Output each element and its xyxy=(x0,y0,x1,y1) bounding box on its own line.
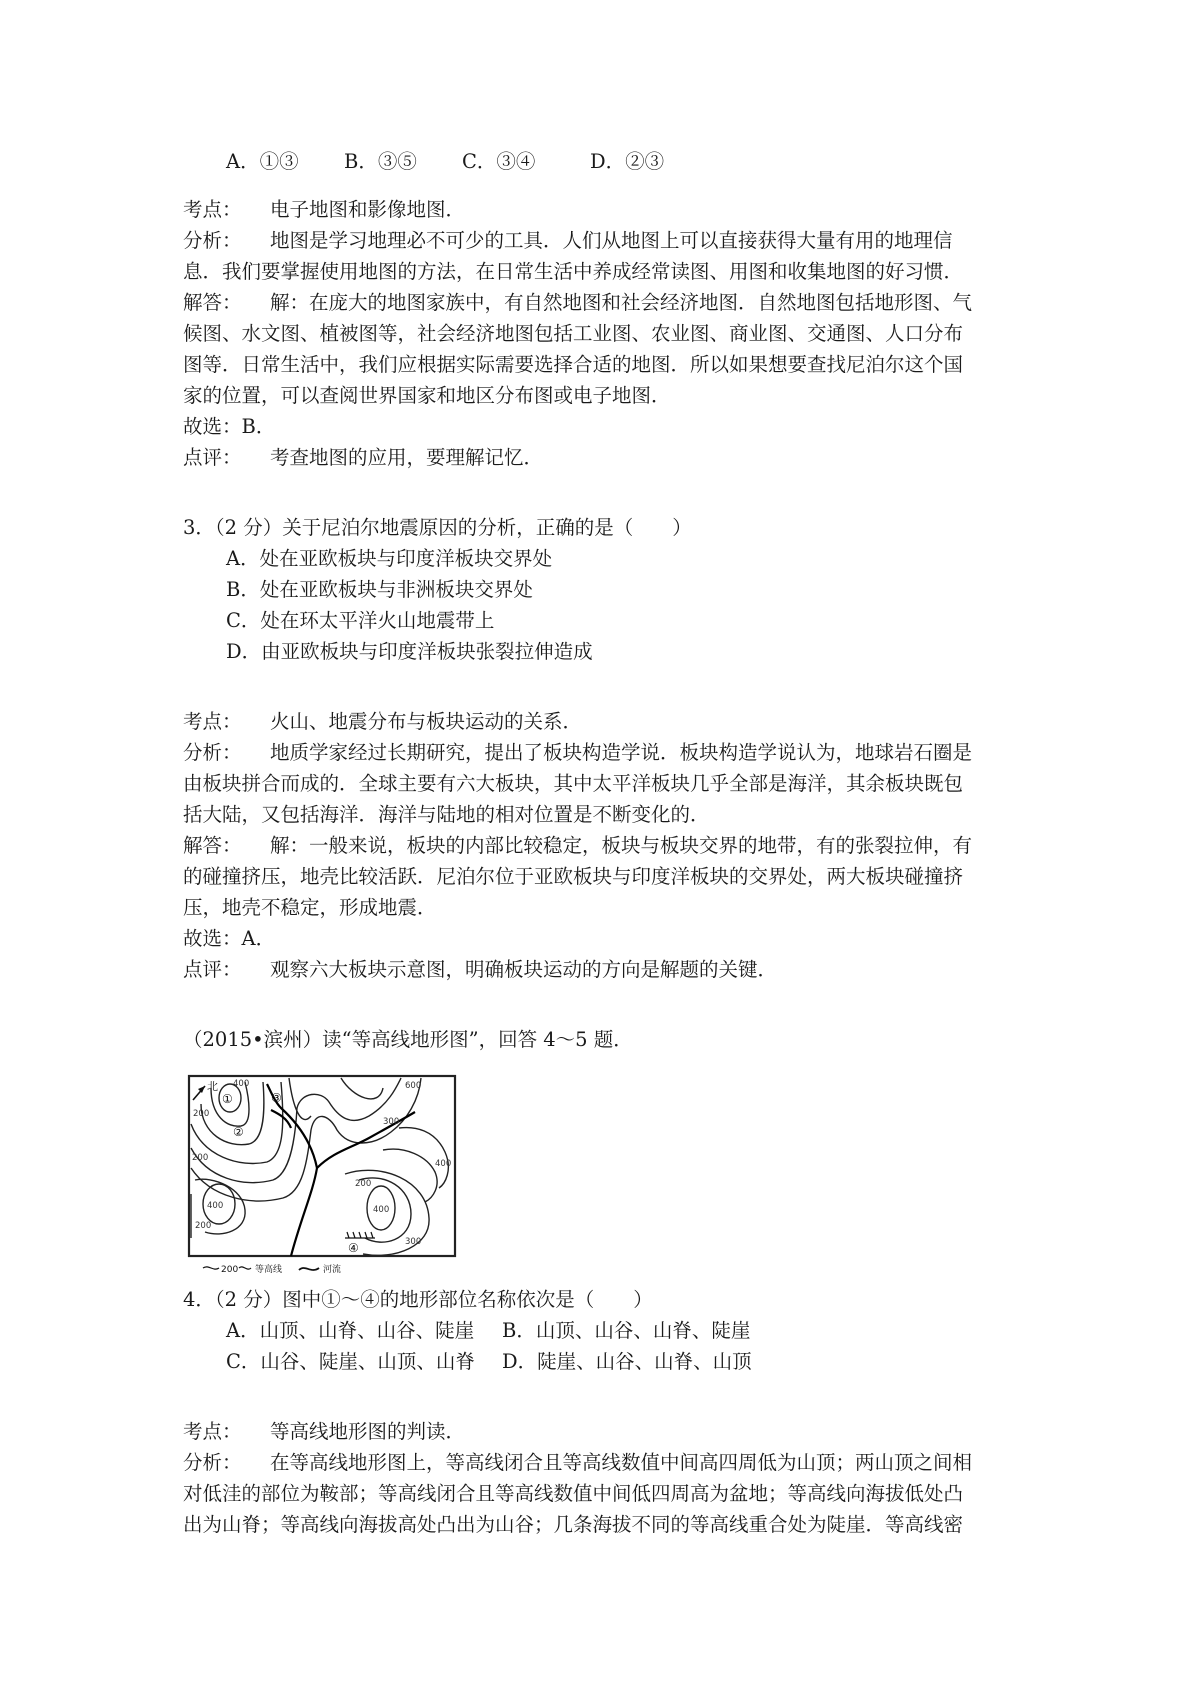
fenxi-text: 地图是学习地理必不可少的工具．人们从地图上可以直接获得大量有用的地理信 xyxy=(270,229,953,252)
q2-option-a[interactable]: A．①③ xyxy=(226,150,299,173)
q3-option-b[interactable]: B．处在亚欧板块与非洲板块交界处 xyxy=(226,578,533,601)
q2-options xyxy=(226,146,664,174)
q4-5-intro: （2015•滨州）读“等高线地形图”，回答 4～5 题． xyxy=(183,1028,633,1051)
q3-stem: 3．（2 分）关于尼泊尔地震原因的分析，正确的是（ ） xyxy=(183,516,692,539)
marker-3: ③ xyxy=(271,1091,282,1105)
q2-guxuan: 故选：B． xyxy=(183,415,276,438)
north-label: 北 xyxy=(207,1080,218,1093)
contour-label: 200 xyxy=(192,1153,209,1163)
dianping-label: 点评： xyxy=(183,446,242,469)
kaodian-text: 火山、地震分布与板块运动的关系． xyxy=(270,710,583,733)
q3-option-a[interactable]: A．处在亚欧板块与印度洋板块交界处 xyxy=(226,547,553,570)
q3-guxuan: 故选：A． xyxy=(183,927,276,950)
contour-map-figure xyxy=(183,1068,463,1283)
kaodian-label: 考点： xyxy=(183,198,242,221)
contour-label: 200 xyxy=(193,1109,210,1119)
q3-jieda xyxy=(183,830,1033,862)
marker-4: ④ xyxy=(348,1241,359,1255)
q2-jieda-cont-1: 候图、水文图、植被图等，社会经济地图包括工业图、农业图、商业图、交通图、人口分布 xyxy=(183,322,964,345)
q4-fenxi xyxy=(183,1447,1033,1479)
contour-label: 400 xyxy=(435,1159,452,1169)
contour-label: 300 xyxy=(405,1237,422,1247)
legend-river-text: 河流 xyxy=(323,1265,342,1275)
contour-label: 600 xyxy=(405,1081,422,1091)
contour-label: 400 xyxy=(373,1205,390,1215)
fenxi-text: 地质学家经过长期研究，提出了板块构造学说．板块构造学说认为，地球岩石圈是 xyxy=(270,741,973,764)
q2-jieda-cont-3: 家的位置，可以查阅世界国家和地区分布图或电子地图． xyxy=(183,384,671,407)
fenxi-label: 分析： xyxy=(183,741,242,764)
q4-fenxi-cont-1: 对低洼的部位为鞍部；等高线闭合且等高线数值中间低四周高为盆地；等高线向海拔低处凸 xyxy=(183,1482,964,1505)
contour-label: 200 xyxy=(195,1221,212,1231)
kaodian-text: 等高线地形图的判读． xyxy=(270,1420,466,1443)
map-legend xyxy=(203,1263,341,1275)
q4-stem: 4．（2 分）图中①～④的地形部位名称依次是（ ） xyxy=(183,1288,653,1311)
fenxi-text: 在等高线地形图上，等高线闭合且等高线数值中间高四周低为山顶；两山顶之间相 xyxy=(270,1451,973,1474)
q2-option-c[interactable]: C．③④ xyxy=(462,150,536,173)
kaodian-text: 电子地图和影像地图． xyxy=(270,198,466,221)
marker-2: ② xyxy=(233,1125,244,1139)
q4-option-a[interactable]: A．山顶、山脊、山谷、陡崖 xyxy=(226,1319,475,1342)
legend-contour-value: 200 xyxy=(221,1265,239,1275)
q3-dianping xyxy=(183,954,1033,986)
contour-label: 400 xyxy=(207,1201,224,1211)
q4-kaodian xyxy=(183,1416,1033,1448)
q2-kaodian xyxy=(183,194,1033,226)
q2-fenxi-cont: 息．我们要掌握使用地图的方法，在日常生活中养成经常读图、用图和收集地图的好习惯． xyxy=(183,260,964,283)
q4-option-d[interactable]: D．陡崖、山谷、山脊、山顶 xyxy=(502,1350,752,1373)
kaodian-label: 考点： xyxy=(183,710,242,733)
fenxi-label: 分析： xyxy=(183,229,242,252)
jieda-text: 解：在庞大的地图家族中，有自然地图和社会经济地图．自然地图包括地形图、气 xyxy=(270,291,973,314)
dianping-text: 考查地图的应用，要理解记忆． xyxy=(270,446,544,469)
q3-fenxi-cont-1: 由板块拼合而成的．全球主要有六大板块，其中太平洋板块几乎全部是海洋，其余板块既包 xyxy=(183,772,964,795)
q3-jieda-cont-1: 的碰撞挤压，地壳比较活跃．尼泊尔位于亚欧板块与印度洋板块的交界处，两大板块碰撞挤 xyxy=(183,865,964,888)
q2-jieda xyxy=(183,287,1033,319)
legend-contour-text: 等高线 xyxy=(255,1265,283,1275)
q3-fenxi-cont-2: 括大陆，又包括海洋．海洋与陆地的相对位置是不断变化的． xyxy=(183,803,710,826)
contour-label: 200 xyxy=(355,1179,372,1189)
dianping-text: 观察六大板块示意图，明确板块运动的方向是解题的关键． xyxy=(270,958,778,981)
q3-option-d[interactable]: D．由亚欧板块与印度洋板块张裂拉伸造成 xyxy=(226,640,593,663)
kaodian-label: 考点： xyxy=(183,1420,242,1443)
contour-label: 400 xyxy=(233,1079,250,1089)
q4-options-row-1 xyxy=(226,1315,1076,1347)
q3-kaodian xyxy=(183,706,1033,738)
q3-jieda-cont-2: 压，地壳不稳定，形成地震． xyxy=(183,896,437,919)
fenxi-label: 分析： xyxy=(183,1451,242,1474)
q2-jieda-cont-2: 图等．日常生活中，我们应根据实际需要选择合适的地图．所以如果想要查找尼泊尔这个国 xyxy=(183,353,964,376)
q4-fenxi-cont-2: 出为山脊；等高线向海拔高处凸出为山谷；几条海拔不同的等高线重合处为陡崖．等高线密 xyxy=(183,1513,964,1536)
jieda-label: 解答： xyxy=(183,291,242,314)
q4-option-b[interactable]: B．山顶、山谷、山脊、陡崖 xyxy=(502,1319,751,1342)
q3-option-c[interactable]: C．处在环太平洋火山地震带上 xyxy=(226,609,495,632)
marker-1: ① xyxy=(222,1092,233,1106)
jieda-text: 解：一般来说，板块的内部比较稳定，板块与板块交界的地带，有的张裂拉伸，有 xyxy=(270,834,973,857)
q2-option-b[interactable]: B．③⑤ xyxy=(344,150,417,173)
dianping-label: 点评： xyxy=(183,958,242,981)
q3-fenxi xyxy=(183,737,1033,769)
jieda-label: 解答： xyxy=(183,834,242,857)
q2-option-d[interactable]: D．②③ xyxy=(590,150,665,173)
q2-dianping xyxy=(183,442,1033,474)
q4-options-row-2 xyxy=(226,1346,1076,1378)
q2-fenxi xyxy=(183,225,1033,257)
contour-label: 300 xyxy=(383,1117,400,1127)
q4-option-c[interactable]: C．山谷、陡崖、山顶、山脊 xyxy=(226,1350,475,1373)
